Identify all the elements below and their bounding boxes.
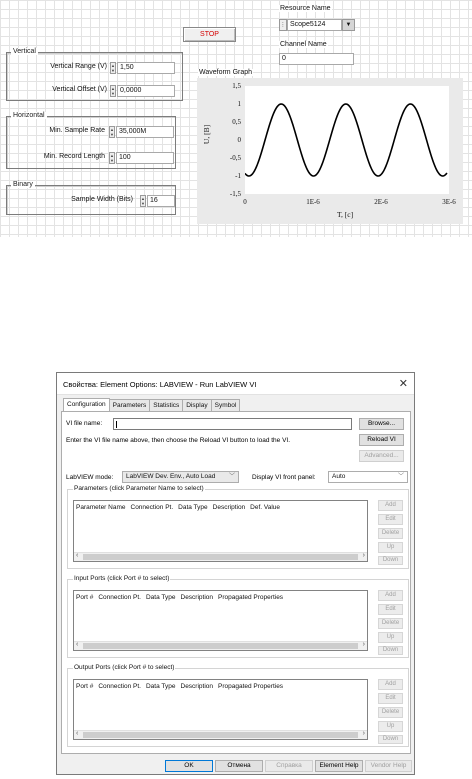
column-header[interactable]: Connection Pt. xyxy=(98,594,141,601)
scroll-thumb[interactable] xyxy=(83,554,358,560)
input-ports-list-header xyxy=(76,594,288,601)
output-ports-section-title: Output Ports (click Port # to select) xyxy=(74,664,175,671)
output-ports-list-header xyxy=(76,683,288,690)
output-ports-list[interactable] xyxy=(73,679,368,740)
labview-mode-value: LabVIEW Dev. Env., Auto Load xyxy=(126,473,216,480)
labview-front-panel xyxy=(0,0,472,237)
edit-button[interactable]: Edit xyxy=(378,693,403,704)
help-button[interactable]: Справка xyxy=(265,760,313,772)
vertical-range-label: Vertical Range (V) xyxy=(50,63,107,70)
y-axis-label: U, [B] xyxy=(202,124,212,145)
horizontal-scrollbar[interactable] xyxy=(74,730,367,739)
up-button[interactable]: Up xyxy=(378,632,403,643)
graph-plot-area xyxy=(245,86,449,194)
parameters-section-title: Parameters (click Parameter Name to select) xyxy=(74,485,204,492)
binary-group-title: Binary xyxy=(13,181,33,188)
tab-statistics[interactable]: Statistics xyxy=(149,399,183,411)
record-length-control[interactable] xyxy=(109,152,174,164)
ok-button[interactable]: OK xyxy=(165,760,213,772)
binary-group xyxy=(6,181,176,215)
spin-arrows-icon[interactable]: ▲ ▼ xyxy=(111,63,115,73)
sample-rate-value[interactable]: 35,000M xyxy=(116,126,174,138)
tab-display[interactable]: Display xyxy=(182,399,211,411)
column-header[interactable]: Connection Pt. xyxy=(130,504,174,511)
y-tick-label: -1 xyxy=(235,172,241,180)
y-tick-label: 1 xyxy=(237,100,241,108)
waveform-graph xyxy=(197,78,463,224)
waveform-svg xyxy=(245,86,449,194)
x-axis-label: T, [c] xyxy=(337,210,354,219)
column-header[interactable]: Data Type xyxy=(145,594,176,601)
up-button[interactable]: Up xyxy=(378,542,403,553)
channel-name-label: Channel Name xyxy=(280,41,327,48)
input-ports-list[interactable] xyxy=(73,590,368,651)
dialog-title: Свойства: Element Options: LABVIEW - Run LabVIEW VI xyxy=(63,380,257,389)
delete-button[interactable]: Delete xyxy=(378,707,403,718)
parameters-section xyxy=(67,485,409,569)
scroll-thumb[interactable] xyxy=(83,732,358,738)
spin-arrows-icon[interactable]: ▲ ▼ xyxy=(110,153,114,163)
parameters-list[interactable] xyxy=(73,500,368,562)
configuration-page xyxy=(61,411,411,754)
x-tick-label: 1E-6 xyxy=(306,198,320,206)
sample-rate-control[interactable] xyxy=(109,126,174,138)
front-panel-select[interactable] xyxy=(328,471,408,483)
scroll-right-icon[interactable]: › xyxy=(362,641,365,648)
record-length-label: Min. Record Length xyxy=(43,153,105,160)
column-header[interactable]: Description xyxy=(180,594,214,601)
add-button[interactable]: Add xyxy=(378,590,403,601)
browse-button[interactable]: Browse... xyxy=(359,418,404,430)
vendor-help-button[interactable]: Vendor Help xyxy=(365,760,412,772)
vi-hint-text: Enter the VI file name above, then choose the Reload VI button to load the VI. xyxy=(66,437,291,444)
chevron-down-icon[interactable]: ▼ xyxy=(342,19,355,31)
resource-name-value[interactable]: Scope5124 xyxy=(287,19,342,31)
sample-width-value[interactable]: 16 xyxy=(147,195,175,207)
output-ports-section xyxy=(67,664,409,747)
column-header[interactable]: Parameter Name xyxy=(76,504,126,511)
spin-arrows-icon[interactable]: ▲ ▼ xyxy=(111,86,115,96)
column-header[interactable]: Data Type xyxy=(178,504,208,511)
up-button[interactable]: Up xyxy=(378,721,403,732)
vertical-offset-label: Vertical Offset (V) xyxy=(52,86,107,93)
y-tick-label: -1,5 xyxy=(229,190,241,198)
labview-mode-select[interactable] xyxy=(122,471,239,483)
add-button[interactable]: Add xyxy=(378,500,403,511)
cancel-button[interactable]: Отмена xyxy=(215,760,263,772)
column-header[interactable]: Propagated Properties xyxy=(218,683,284,690)
waveform-curve xyxy=(245,104,447,176)
channel-name-field[interactable]: 0 xyxy=(279,53,354,65)
vertical-group xyxy=(6,48,183,101)
vertical-range-control[interactable] xyxy=(110,62,175,74)
tab-parameters[interactable]: Parameters xyxy=(109,399,151,411)
down-button[interactable]: Down xyxy=(378,735,403,744)
element-options-dialog xyxy=(56,372,415,775)
scroll-thumb[interactable] xyxy=(83,643,358,649)
scroll-left-icon[interactable]: ‹ xyxy=(76,730,79,737)
y-tick-label: 0,5 xyxy=(232,118,241,126)
resource-name-label: Resource Name xyxy=(280,5,331,12)
column-header[interactable]: Port # xyxy=(76,683,94,690)
scroll-right-icon[interactable]: › xyxy=(362,730,365,737)
column-header[interactable]: Def. Value xyxy=(250,504,281,511)
down-button[interactable]: Down xyxy=(378,556,403,565)
x-tick-label: 0 xyxy=(243,198,247,206)
edit-button[interactable]: Edit xyxy=(378,604,403,615)
y-tick-label: -0,5 xyxy=(229,154,241,162)
tab-strip xyxy=(63,399,239,411)
horizontal-group xyxy=(6,112,176,169)
chevron-down-icon: ﹀ xyxy=(397,474,404,480)
vi-file-input[interactable] xyxy=(113,418,352,430)
vertical-offset-value[interactable]: 0,0000 xyxy=(117,85,175,97)
edit-button[interactable]: Edit xyxy=(378,514,403,525)
reload-vi-button[interactable]: Reload VI xyxy=(359,434,404,446)
close-icon[interactable]: ✕ xyxy=(398,378,408,390)
down-button[interactable]: Down xyxy=(378,646,403,655)
dialog-titlebar xyxy=(57,373,414,395)
column-header[interactable]: Description xyxy=(212,504,246,511)
front-panel-label: Display VI front panel: xyxy=(252,474,316,481)
delete-button[interactable]: Delete xyxy=(378,618,403,629)
add-button[interactable]: Add xyxy=(378,679,403,690)
element-help-button[interactable]: Element Help xyxy=(315,760,363,772)
tab-symbol[interactable]: Symbol xyxy=(211,399,241,411)
sample-width-label: Sample Width (Bits) xyxy=(71,196,133,203)
tab-configuration[interactable]: Configuration xyxy=(63,398,110,411)
chevron-down-icon: ﹀ xyxy=(228,474,235,480)
x-tick-label: 2E-6 xyxy=(374,198,388,206)
resource-name-select[interactable] xyxy=(279,18,357,31)
front-panel-value: Auto xyxy=(332,473,346,480)
vi-file-label: VI file name: xyxy=(66,420,103,427)
input-ports-section xyxy=(67,575,409,658)
vertical-range-value[interactable]: 1,50 xyxy=(117,62,175,74)
delete-button[interactable]: Delete xyxy=(378,528,403,539)
horizontal-scrollbar[interactable] xyxy=(74,552,367,561)
vertical-offset-control[interactable] xyxy=(110,85,175,97)
advanced-button[interactable]: Advanced... xyxy=(359,450,404,462)
sample-width-control[interactable] xyxy=(140,195,175,207)
column-header[interactable]: Port # xyxy=(76,594,94,601)
sample-rate-label: Min. Sample Rate xyxy=(49,127,105,134)
text-cursor xyxy=(116,421,117,428)
column-header[interactable]: Data Type xyxy=(145,683,176,690)
vertical-group-title: Vertical xyxy=(13,48,36,55)
spin-arrows-icon[interactable]: ▲ ▼ xyxy=(110,127,114,137)
record-length-value[interactable]: 100 xyxy=(116,152,174,164)
horizontal-scrollbar[interactable] xyxy=(74,641,367,650)
column-header[interactable]: Propagated Properties xyxy=(218,594,284,601)
scroll-left-icon[interactable]: ‹ xyxy=(76,552,79,559)
waveform-graph-title: Waveform Graph xyxy=(199,69,253,76)
parameters-list-header xyxy=(76,504,285,511)
x-tick-label: 3E-6 xyxy=(442,198,456,206)
spin-arrows-icon[interactable]: ▲ ▼ xyxy=(141,196,145,206)
y-tick-label: 1,5 xyxy=(232,82,241,90)
labview-mode-label: LabVIEW mode: xyxy=(66,474,114,481)
column-header[interactable]: Connection Pt. xyxy=(98,683,141,690)
column-header[interactable]: Description xyxy=(180,683,214,690)
resource-browse-icon[interactable]: ⋮ xyxy=(279,19,287,31)
y-tick-label: 0 xyxy=(237,136,241,144)
stop-button[interactable]: STOP xyxy=(183,27,236,42)
horizontal-group-title: Horizontal xyxy=(13,112,45,119)
scroll-right-icon[interactable]: › xyxy=(362,552,365,559)
input-ports-section-title: Input Ports (click Port # to select) xyxy=(74,575,170,582)
scroll-left-icon[interactable]: ‹ xyxy=(76,641,79,648)
